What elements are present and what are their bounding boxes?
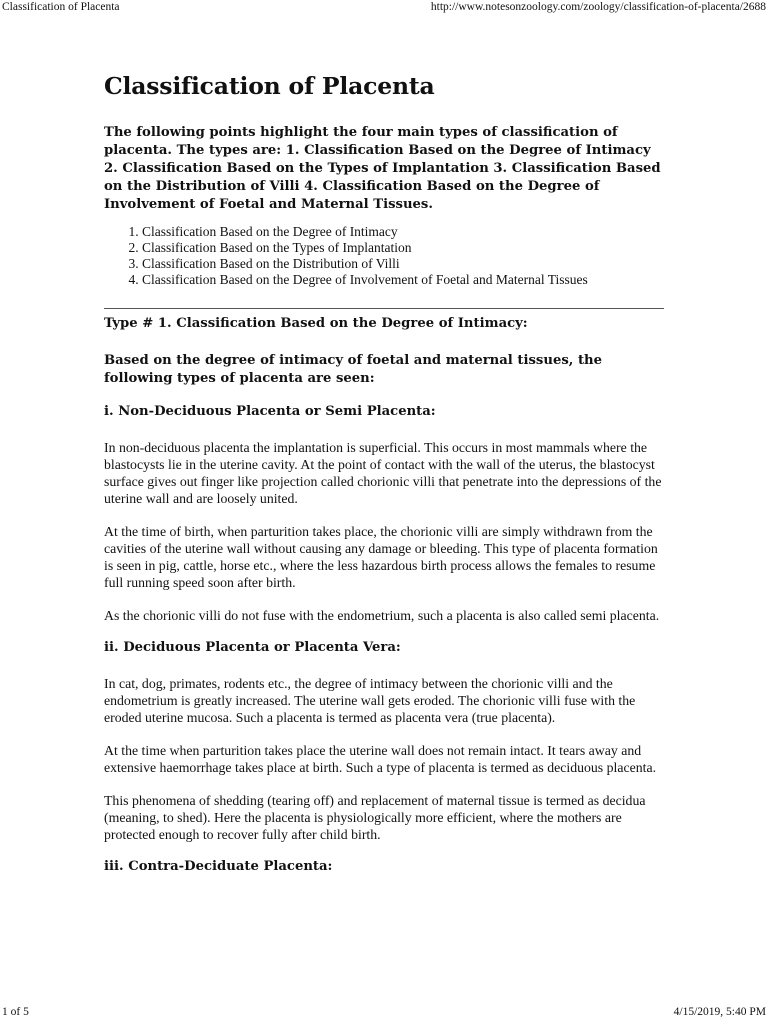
- subheading-i: i. Non-Deciduous Placenta or Semi Placenta:: [104, 404, 436, 419]
- paragraph: As the chorionic villi do not fuse with the endometrium, such a placenta is also called semi placenta.: [104, 608, 660, 623]
- paragraph: This phenomena of shedding (tearing off) and replacement of maternal tissue is termed as decidua (meaning, to shed). Here the placenta is physiologically more efficient, where the mothers are protected enough to recover fully after child birth.: [104, 793, 646, 842]
- article-intro: The following points highlight the four main types of classification of placenta. The types are: 1. Classification Based on the Degree of Intimacy 2. Classification Based on the Types of Implantation 3. Classification Based on the Distribution of Villi 4. Classification Based on the Degree of Involvement of Foetal and Maternal Tissues.: [104, 125, 661, 212]
- print-header: [0, 1, 768, 15]
- print-datetime: 4/15/2019, 5:40 PM: [673, 1006, 766, 1018]
- page-number: 1 of 5: [2, 1006, 29, 1018]
- article: [104, 70, 664, 876]
- paragraph: In cat, dog, primates, rodents etc., the degree of intimacy between the chorionic villi and the endometrium is greatly increased. The uterine wall gets eroded. The chorionic villi fuse with the eroded uterine mucosa. Such a placenta is termed as placenta vera (true placenta).: [104, 676, 636, 725]
- subheading-iii: iii. Contra-Deciduate Placenta:: [104, 859, 333, 874]
- paragraph: In non-deciduous placenta the implantation is superficial. This occurs in most mammals where the blastocysts lie in the uterine cavity. At the point of contact with the wall of the uterus, the blastocyst surface gives out finger like projection called chorionic villi that penetrate into the depressions of the uterine wall and are loosely united.: [104, 440, 662, 506]
- toc-item[interactable]: 4. Classification Based on the Degree of Involvement of Foetal and Maternal Tissues: [142, 272, 664, 288]
- section-lead: Based on the degree of intimacy of foetal and maternal tissues, the following types of placenta are seen:: [104, 353, 603, 386]
- print-header-title: Classification of Placenta: [2, 1, 120, 13]
- article-title: Classification of Placenta: [104, 72, 435, 100]
- toc-item[interactable]: 3. Classification Based on the Distribution of Villi: [142, 256, 664, 272]
- section-heading-type1: Type # 1. Classification Based on the Degree of Intimacy:: [104, 316, 528, 331]
- section-divider: [104, 308, 664, 309]
- subheading-ii: ii. Deciduous Placenta or Placenta Vera:: [104, 640, 401, 655]
- paragraph: At the time of birth, when parturition takes place, the chorionic villi are simply withdrawn from the cavities of the uterine wall without causing any damage or bleeding. This type of placenta formation is seen in pig, cattle, horse etc., where the less hazardous birth process allows the females to resume full running speed soon after birth.: [104, 524, 658, 590]
- table-of-contents: [104, 224, 664, 288]
- print-header-url[interactable]: http://www.notesonzoology.com/zoology/classification-of-placenta/2688: [430, 1, 766, 13]
- toc-item[interactable]: 1. Classification Based on the Degree of Intimacy: [142, 224, 664, 240]
- toc-item[interactable]: 2. Classification Based on the Types of Implantation: [142, 240, 664, 256]
- print-footer: [0, 1006, 768, 1020]
- paragraph: At the time when parturition takes place the uterine wall does not remain intact. It tears away and extensive haemorrhage takes place at birth. Such a type of placenta is termed as deciduous placenta.: [104, 743, 657, 775]
